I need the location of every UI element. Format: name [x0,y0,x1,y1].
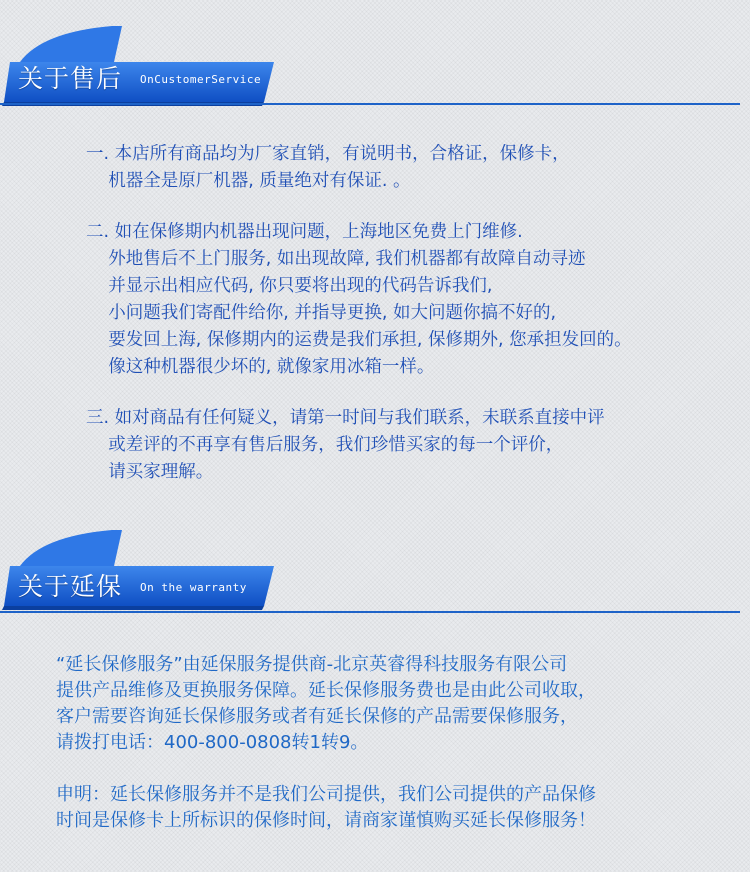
text-line: “延长保修服务”由延保服务提供商-北京英睿得科技服务有限公司 [56,654,568,675]
policy-item-1 [86,141,632,195]
text-line: 时间是保修卡上所标识的保修时间，请商家谨慎购买延长保修服务！ [56,810,596,831]
warranty-text [56,652,596,834]
text-line: 申明：延长保修服务并不是我们公司提供，我们公司提供的产品保修 [56,784,596,805]
text-line: 客户需要咨询延长保修服务或者有延长保修的产品需要保修服务， [56,706,578,727]
text-line: 要发回上海, 保修期内的运费是我们承担, 保修期外, 您承担发回的。 [86,330,632,350]
text-line: 一. 本店所有商品均为厂家直销，有说明书，合格证，保修卡， [86,144,570,164]
section-subtitle: OnCustomerService [140,73,262,86]
after-sales-text [86,141,632,486]
text-line: 二. 如在保修期内机器出现问题，上海地区免费上门维修. [86,222,523,242]
warranty-paragraph-1 [56,652,596,756]
text-line: 请拨打电话：400-800-0808转1转9。 [56,732,369,753]
section-header-after-sales [0,18,750,108]
text-line: 机器全是原厂机器, 质量绝对有保证. 。 [86,171,411,191]
section-header-warranty [0,522,750,612]
section-subtitle: On the warranty [140,581,247,594]
warranty-statement [56,782,596,834]
text-line: 小问题我们寄配件给你, 并指导更换, 如大问题你搞不好的, [86,303,557,323]
text-line: 并显示出相应代码, 你只要将出现的代码告诉我们, [86,276,493,296]
text-line: 外地售后不上门服务, 如出现故障, 我们机器都有故障自动寻迹 [86,249,586,269]
text-line: 请买家理解。 [86,462,214,482]
text-line: 或差评的不再享有售后服务，我们珍惜买家的每一个评价， [86,435,564,455]
text-line: 三. 如对商品有任何疑义，请第一时间与我们联系，未联系直接中评 [86,408,605,428]
section-divider [0,103,740,105]
text-line: 像这种机器很少坏的, 就像家用冰箱一样。 [86,357,435,377]
text-line: 提供产品维修及更换服务保障。延长保修服务费也是由此公司收取， [56,680,596,701]
section-title: 关于售后 [18,64,123,93]
policy-item-3 [86,405,632,486]
policy-item-2 [86,219,632,381]
section-divider [0,611,740,613]
section-title: 关于延保 [18,572,123,601]
